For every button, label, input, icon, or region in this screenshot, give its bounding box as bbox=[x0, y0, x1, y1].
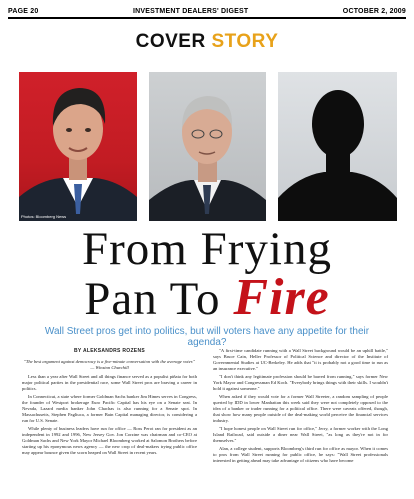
paragraph: "I don't think any legitimate profession should be barred from running," says former New York Mayor and Congressman Ed Koch. "Everybody brings things with their skills. I wouldn't hold it against someone." bbox=[213, 374, 388, 391]
header-rule bbox=[8, 17, 406, 19]
publication-name: INVESTMENT DEALERS' DIGEST bbox=[132, 7, 249, 15]
byline: BY ALEKSANDRS ROZENS bbox=[73, 348, 145, 354]
running-header bbox=[8, 5, 406, 17]
photo-credit: Photos: Bloomberg News bbox=[21, 214, 67, 219]
article-column-left bbox=[22, 348, 197, 458]
photo-silhouette bbox=[278, 72, 397, 221]
deck-subtitle: Wall Street pros get into politics, but will voters have any appetite for their agenda? bbox=[44, 326, 370, 348]
headline-pan-to: Pan To bbox=[84, 273, 234, 325]
article-column-right bbox=[213, 348, 388, 466]
photo-middle-portrait bbox=[149, 72, 266, 221]
section-word-cover: COVER bbox=[135, 31, 206, 52]
paragraph: "I hope honest people on Wall Street run for office," Jerry, a former worker with the Long Island Railroad, said outside a diner near Wall Street, "as long as they're not in for themselves." bbox=[213, 426, 388, 443]
paragraph: Less than a year after Wall Street and all things finance served as a populist piñata for both major political parties in the presidential race, some Wall Street pros are braving a career in politics. bbox=[22, 374, 197, 391]
portrait-2-illustration bbox=[149, 72, 266, 221]
paragraph: "A first-time candidate running with a Wall Street background would be an uphill battle," says Bruce Cain, Heller Professor of Political Science and director of the Institute of Governmental Studies at UC-Berkeley. He adds that "it is probably not a good time to run as an insurance executive." bbox=[213, 348, 388, 371]
issue-date: OCTOBER 2, 2009 bbox=[342, 7, 406, 15]
paragraph: When asked if they would vote for a former Wall Streeter, a random sampling of people queried by IDD in lower Manhattan this week said they were not completely opposed to the idea of a banker or trader running for a political office. There were caveats offered, though, that show how many people outside of the deal-making world perceive the financial services industry. bbox=[213, 394, 388, 423]
portrait-1-illustration bbox=[19, 72, 137, 221]
photo-strip bbox=[19, 72, 397, 221]
epigraph-quote: "The best argument against democracy is a five-minute conversation with the average voter." — Winston Churchill bbox=[23, 359, 196, 370]
paragraph: While plenty of business leaders have run for office — Ross Perot ran for president as an independent in 1992 and 1996, New Jersey Gov. Jon Corzine was chairman and co-CEO at Goldman Sachs and New York Mayor Michael Bloomberg worked at Salomon Brothers before starting up his eponymous news agency — the new crop of deal-makers trying public office may appear bounce given the scorn heaped on Wall Street in recent years. bbox=[22, 426, 197, 455]
section-word-story: STORY bbox=[211, 31, 279, 52]
headline-line-1: From Frying bbox=[82, 223, 332, 275]
page-number: PAGE 20 bbox=[8, 7, 39, 15]
headline-line-2 bbox=[0, 269, 414, 326]
headline-fire: Fire bbox=[233, 269, 330, 326]
photo-left-portrait bbox=[19, 72, 137, 221]
paragraph: In Connecticut, a state where former Goldman Sachs banker Jim Himes serves in Congress, the founder of Westport brokerage Euro Pacific Capital has his eye on a Senate seat. In Nevada, Lazard media banker John Chachas is also running for a Senate spot. In Massachusetts, Stephen Pagliuca, a former Bain Capital managing director, is considering a run for U.S. Senate. bbox=[22, 394, 197, 423]
section-label bbox=[0, 31, 414, 53]
paragraph: Alan, a college student, supports Bloomberg's third run for office as mayor. When it comes to pros from Wall Street running for public office, he says: "Wall Street professionals interested in getting ahead may take advantage of citizens who have become bbox=[213, 446, 388, 463]
silhouette-illustration bbox=[278, 72, 397, 221]
